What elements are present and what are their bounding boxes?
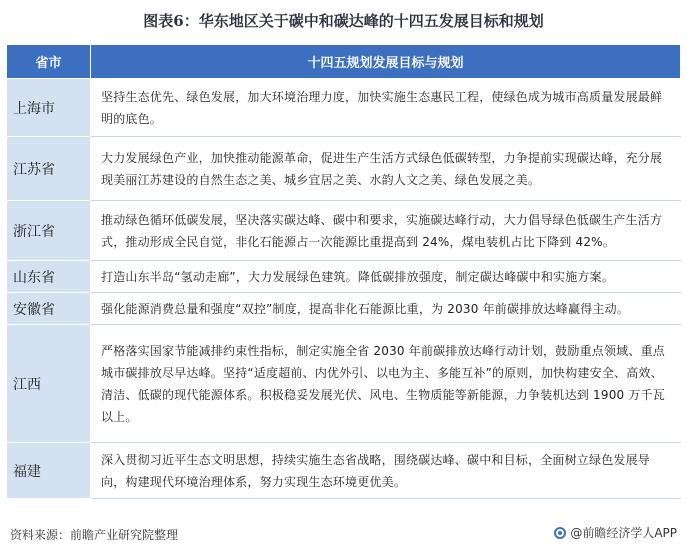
- table-row: [7, 79, 681, 137]
- targets-table: [6, 44, 681, 499]
- table-row: [7, 293, 681, 325]
- header-goals: 十四五规划发展目标与规划: [91, 45, 681, 79]
- page-title: 图表6：华东地区关于碳中和碳达峰的十四五发展目标和规划: [143, 12, 544, 30]
- goal-cell: 大力发展绿色产业，加快推动能源革命，促进生产生活方式绿色低碳转型，力争提前实现碳达峰，充分展现美丽江苏建设的自然生态之美、城乡宜居之美、水韵人文之美、绿色发展之美。: [91, 137, 681, 201]
- province-cell: 安徽省: [7, 293, 91, 325]
- table-row: [7, 443, 681, 499]
- goal-cell: 推动绿色循环低碳发展，坚决落实碳达峰、碳中和要求，实施碳达峰行动，大力倡导绿色低碳生产生活方式，推动形成全民自觉，非化石能源占一次能源比重提高到 24%，煤电装机占比下降到 42%。: [91, 201, 681, 261]
- goal-cell: 打造山东半岛“氢动走廊”，大力发展绿色建筑。降低碳排放强度，制定碳达峰碳中和实施方案。: [91, 261, 681, 293]
- province-cell: 福建: [7, 443, 91, 499]
- province-cell: 江西: [7, 325, 91, 443]
- table-row: [7, 325, 681, 443]
- source-note: 资料来源：前瞻产业研究院整理: [10, 528, 179, 542]
- province-cell: 上海市: [7, 79, 91, 137]
- header-province: 省市: [7, 45, 91, 79]
- goal-cell: 深入贯彻习近平生态文明思想，持续实施生态省战略，围绕碳达峰、碳中和目标，全面树立绿色发展导向，构建现代环境治理体系，努力实现生态环境更优美。: [91, 443, 681, 499]
- table-row: [7, 137, 681, 201]
- brand-credit: [554, 524, 677, 541]
- goal-cell: 强化能源消费总量和强度“双控”制度，提高非化石能源比重，为 2030 年前碳排放达峰赢得主动。: [91, 293, 681, 325]
- brand-text: @前瞻经济学人APP: [570, 526, 677, 540]
- brand-logo-icon: [554, 527, 566, 539]
- province-cell: 山东省: [7, 261, 91, 293]
- goal-cell: 坚持生态优先、绿色发展，加大环境治理力度，加快实施生态惠民工程，使绿色成为城市高质量发展最鲜明的底色。: [91, 79, 681, 137]
- table-row: [7, 261, 681, 293]
- province-cell: 江苏省: [7, 137, 91, 201]
- table-header-row: [7, 45, 681, 79]
- province-cell: 浙江省: [7, 201, 91, 261]
- goal-cell: 严格落实国家节能减排约束性指标，制定实施全省 2030 年前碳排放达峰行动计划，鼓励重点领域、重点城市碳排放尽早达峰。坚持“适度超前、内优外引、以电为主、多能互补”的原则，加快构建安全、高效、清洁、低碳的现代能源体系。积极稳妥发展光伏、风电、生物质能等新能源，力争装机达到 1900 万千瓦以上。: [91, 325, 681, 443]
- table-row: [7, 201, 681, 261]
